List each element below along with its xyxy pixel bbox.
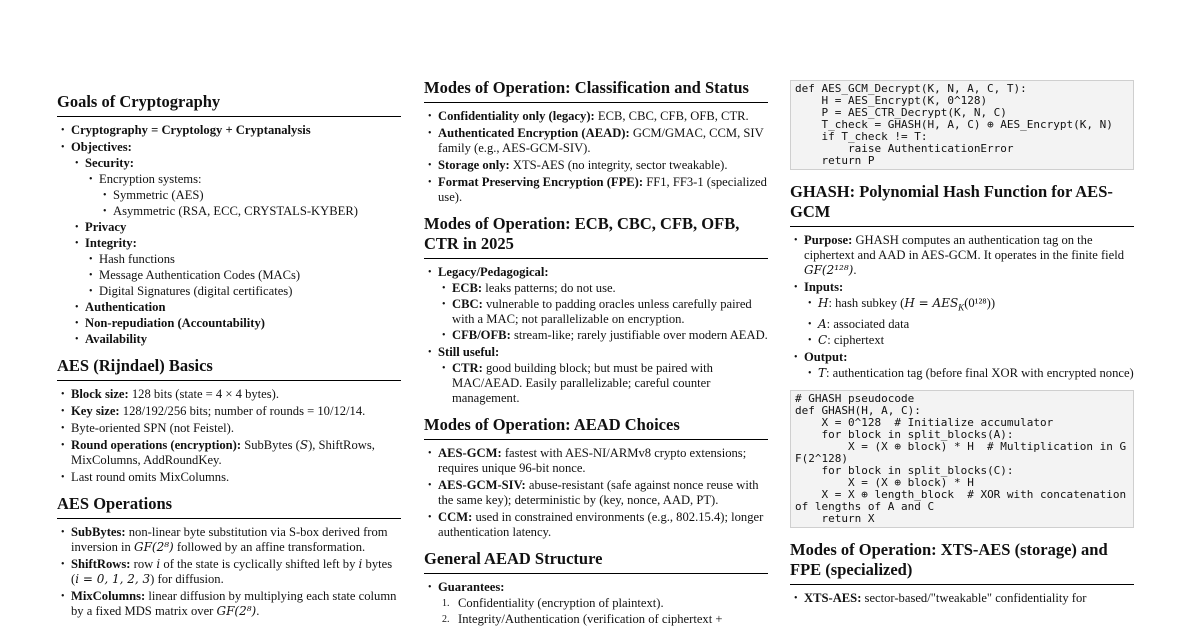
section-title: Modes of Operation: XTS-AES (storage) and FPE (specialized): [790, 540, 1134, 585]
list-item: • CBC: vulnerable to padding oracles unless carefully paired with a MAC; not parallelizable on encryption.: [438, 297, 768, 327]
list-item: • Block size: 128 bits (state = 4 × 4 bytes).: [57, 387, 401, 402]
list-item: • Format Preserving Encryption (FPE): FF1, FF3-1 (specialized use).: [424, 175, 768, 205]
section-title: AES (Rijndael) Basics: [57, 356, 401, 381]
code-block-gcm-decrypt: def AES_GCM_Decrypt(K, N, A, C, T): H = AES_Encrypt(K, 0^128) P = AES_CTR_Decrypt(K, N, C) T_check = GHASH(H, A, C) ⊕ AES_Encrypt(K, N) if T_check != T: raise AuthenticationError return P: [790, 80, 1134, 170]
list-item: • CFB/OFB: stream-like; rarely justifiable over modern AEAD.: [438, 328, 768, 343]
code-block-ghash: # GHASH pseudocode def GHASH(H, A, C): X = 0^128 # Initialize accumulator for block in split_blocks(A): X = (X ⊕ block) * H # Multiplication in GF(2^128) for block in split_blocks(C): X = (X ⊕ block) * H X = X ⊕ length_block # XOR with concatenation of lengths of A and C return X: [790, 390, 1134, 528]
section-xts-fpe: [790, 540, 1134, 606]
list-item: • Purpose: GHASH computes an authentication tag on the ciphertext and AAD in AES-GCM. It operates in the finite field GF(2¹²⁸).: [790, 233, 1134, 278]
list-item: 2. Integrity/Authentication (verification of ciphertext +: [438, 612, 768, 627]
section-title: Modes of Operation: AEAD Choices: [424, 415, 768, 440]
list-item: • Availability: [71, 332, 401, 347]
list-item: • CTR: good building block; but must be paired with MAC/AEAD. Easily parallelizable; careful counter management.: [438, 361, 768, 406]
section-title: Modes of Operation: ECB, CBC, CFB, OFB, CTR in 2025: [424, 214, 768, 259]
list-item: • Authenticated Encryption (AEAD): GCM/GMAC, CCM, SIV family (e.g., AES-GCM-SIV).: [424, 126, 768, 156]
section-ghash: [790, 182, 1134, 381]
list-item: • CCM: used in constrained environments (e.g., 802.15.4); longer authentication latency.: [424, 510, 768, 540]
section-modes-classification: [424, 78, 768, 205]
list-item: • Hash functions: [85, 252, 401, 267]
list-item: • H: hash subkey $(H = AES_K(0^{128}))$: [804, 296, 1134, 316]
list-item: • SubBytes: non-linear byte substitution via S-box derived from inversion in GF(2⁸) followed by an affine transformation.: [57, 525, 401, 555]
list-item: • Objectives: • Security: • Encryption systems: • Symmetric (AES) • Asymmetric (RSA, ECC, CRYSTALS-KYBER) • Privacy • Integrity: • Hash functions • Message Authentication Codes (MACs) • Digital Signatures (digital certificates) • Authentication • Non-repudiation (Accountability) • Availability: [57, 140, 401, 347]
list-item: • Non-repudiation (Accountability): [71, 316, 401, 331]
list-item: • Byte-oriented SPN (not Feistel).: [57, 421, 401, 436]
list-item: • T: authentication tag (before final XOR with encrypted nonce): [804, 366, 1134, 381]
list-item: • Symmetric (AES): [99, 188, 401, 203]
section-modes-2025: [424, 214, 768, 406]
section-aes-basics: [57, 356, 401, 485]
list-item: • Output: • T: authentication tag (before final XOR with encrypted nonce): [790, 350, 1134, 381]
section-goals: [57, 92, 401, 347]
section-title: Modes of Operation: Classification and Status: [424, 78, 768, 103]
list-item: • ShiftRows: row i of the state is cyclically shifted left by i bytes (i = 0, 1, 2, 3) for diffusion.: [57, 557, 401, 587]
list-item: • Encryption systems: • Symmetric (AES) • Asymmetric (RSA, ECC, CRYSTALS-KYBER): [85, 172, 401, 219]
list-item: • Storage only: XTS-AES (no integrity, sector tweakable).: [424, 158, 768, 173]
list-item: • Guarantees: 1. Confidentiality (encryption of plaintext). 2. Integrity/Authentication (verification of ciphertext +: [424, 580, 768, 627]
list-item: • Asymmetric (RSA, ECC, CRYSTALS-KYBER): [99, 204, 401, 219]
list-item: • Security: • Encryption systems: • Symmetric (AES) • Asymmetric (RSA, ECC, CRYSTALS-KYBER): [71, 156, 401, 219]
list-item: • Round operations (encryption): SubBytes (S), ShiftRows, MixColumns, AddRoundKey.: [57, 438, 401, 468]
list-item: • Message Authentication Codes (MACs): [85, 268, 401, 283]
list-item: • Last round omits MixColumns.: [57, 470, 401, 485]
section-aead-structure: [424, 549, 768, 627]
section-title: Goals of Cryptography: [57, 92, 401, 117]
list-item: • Privacy: [71, 220, 401, 235]
section-title: GHASH: Polynomial Hash Function for AES-GCM: [790, 182, 1134, 227]
column-3: [790, 80, 1134, 615]
list-item: • AES-GCM: fastest with AES-NI/ARMv8 crypto extensions; requires unique 96-bit nonce.: [424, 446, 768, 476]
list-item: • ECB: leaks patterns; do not use.: [438, 281, 768, 296]
list-item: • Authentication: [71, 300, 401, 315]
list-item: • Key size: 128/192/256 bits; number of rounds = 10/12/14.: [57, 404, 401, 419]
list-item: • Legacy/Pedagogical: • ECB: leaks patterns; do not use. • CBC: vulnerable to padding oracles unless carefully paired with a MAC; not parallelizable on encryption. • CFB/OFB: stream-like; rarely justifiable over modern AEAD.: [424, 265, 768, 343]
list-item: • Integrity: • Hash functions • Message Authentication Codes (MACs) • Digital Signatures (digital certificates): [71, 236, 401, 299]
section-title: AES Operations: [57, 494, 401, 519]
list-item: • Still useful: • CTR: good building block; but must be paired with MAC/AEAD. Easily parallelizable; careful counter management.: [424, 345, 768, 406]
list-item: • Digital Signatures (digital certificates): [85, 284, 401, 299]
list-item: • MixColumns: linear diffusion by multiplying each state column by a fixed MDS matrix over GF(2⁸).: [57, 589, 401, 619]
section-aead-choices: [424, 415, 768, 540]
section-title: General AEAD Structure: [424, 549, 768, 574]
list-item: 1. Confidentiality (encryption of plaintext).: [438, 596, 768, 611]
list-item: • A: associated data: [804, 317, 1134, 332]
list-item: • Cryptography = Cryptology + Cryptanalysis: [57, 123, 401, 138]
list-item: • AES-GCM-SIV: abuse-resistant (safe against nonce reuse with the same key); deterministic by (key, nonce, AAD, PT).: [424, 478, 768, 508]
column-2: [424, 78, 768, 636]
section-aes-operations: [57, 494, 401, 619]
column-1: [57, 92, 401, 628]
list-item: • XTS-AES: sector-based/"tweakable" confidentiality for: [790, 591, 1134, 606]
list-item: • C: ciphertext: [804, 333, 1134, 348]
list-item: • Confidentiality only (legacy): ECB, CBC, CFB, OFB, CTR.: [424, 109, 768, 124]
list-item: • Inputs: • H: hash subkey $(H = AES_K(0^{128}))$ • A: associated data • C: ciphertext: [790, 280, 1134, 348]
